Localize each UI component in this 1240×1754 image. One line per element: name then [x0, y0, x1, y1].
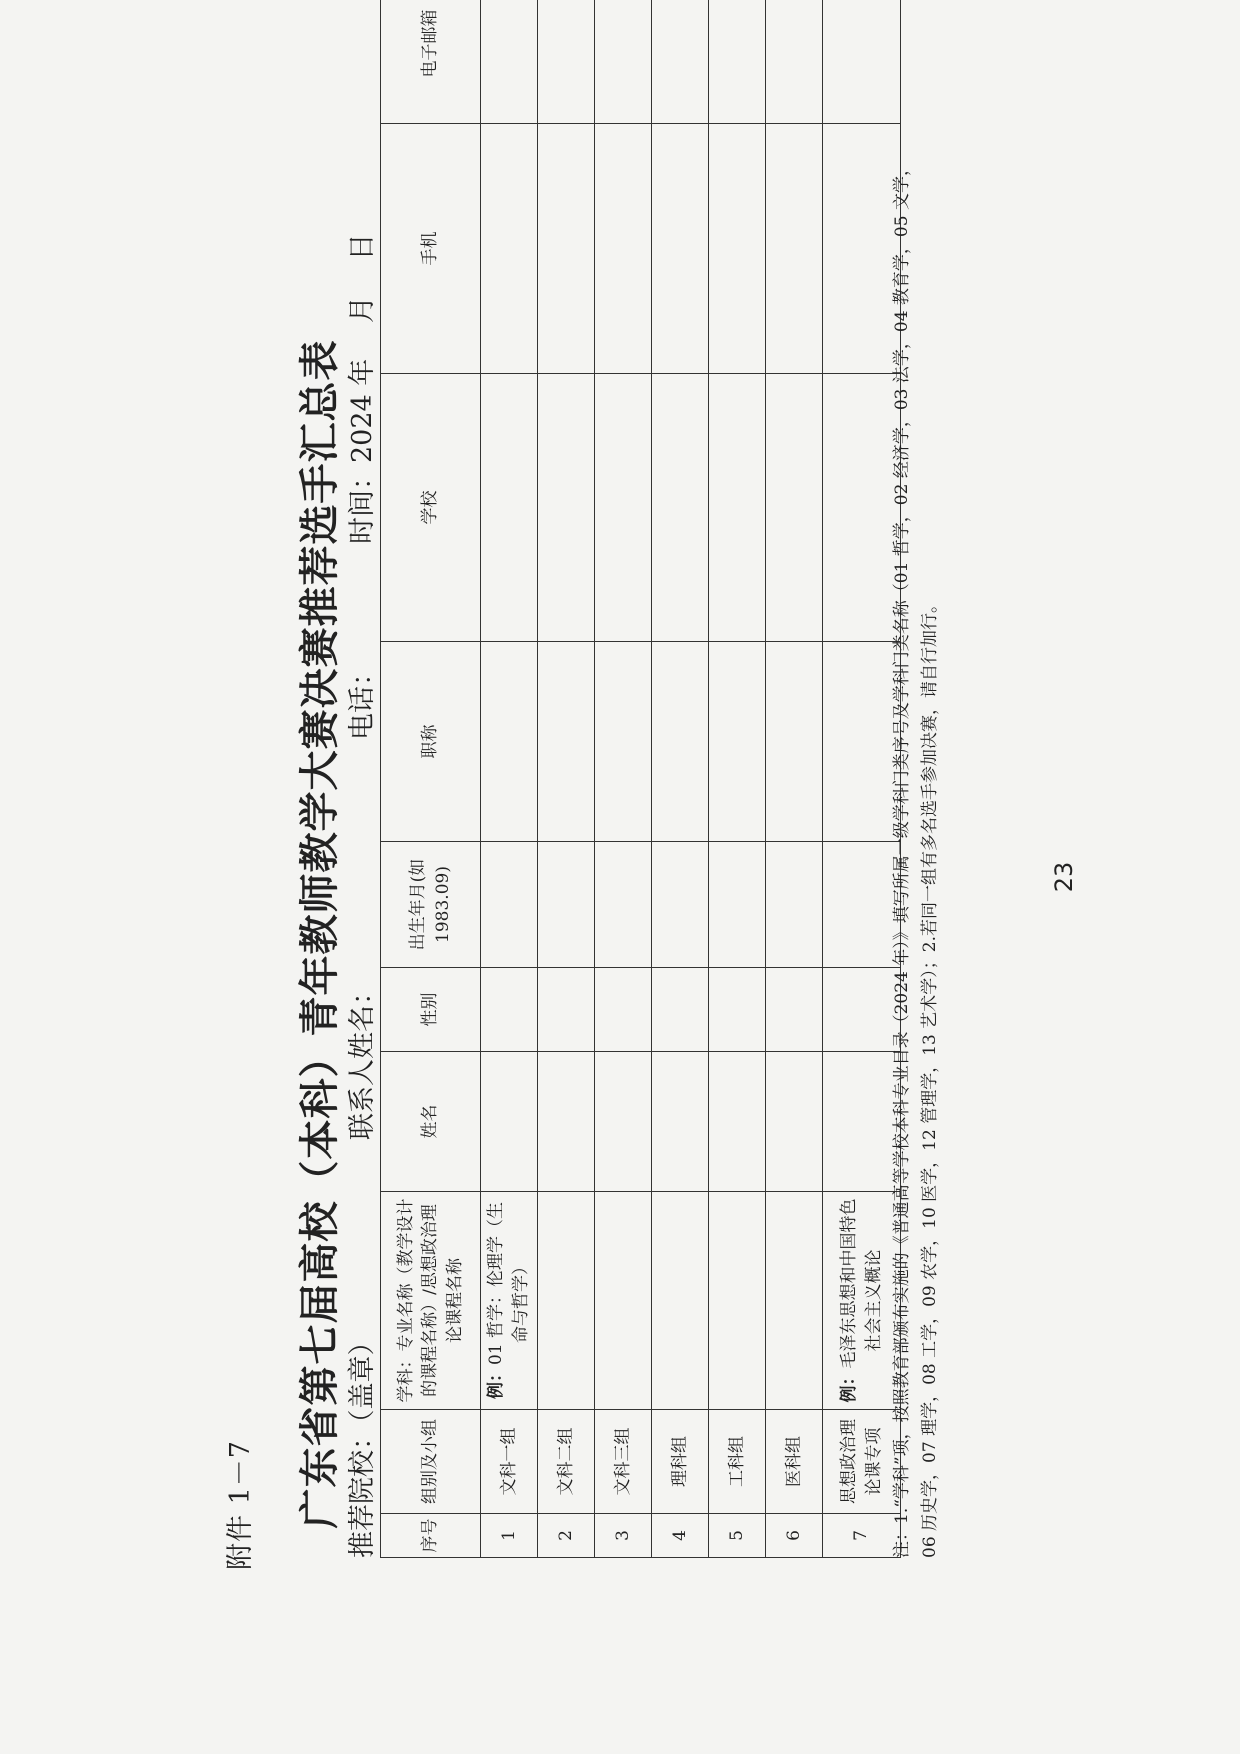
name-cell[interactable]: [538, 1052, 595, 1192]
email-cell[interactable]: [652, 0, 709, 124]
name-cell[interactable]: [709, 1052, 766, 1192]
header-cell: 学科：专业名称（教学设计的课程名称）/思想政治理论课程名称: [381, 1192, 481, 1410]
gender-cell[interactable]: [595, 968, 652, 1052]
table-row: [766, 0, 823, 1558]
example-prefix: 例：: [486, 1365, 507, 1400]
email-cell[interactable]: [823, 0, 901, 124]
gender-cell[interactable]: [538, 968, 595, 1052]
table-row: [595, 0, 652, 1558]
header-cell: 电子邮箱: [381, 0, 481, 124]
name-cell[interactable]: [652, 1052, 709, 1192]
subject-cell[interactable]: [766, 1192, 823, 1410]
row-number: 1: [481, 1514, 538, 1558]
group-cell: 文科一组: [481, 1410, 538, 1514]
school-cell[interactable]: [709, 374, 766, 642]
name-cell[interactable]: [481, 1052, 538, 1192]
contact-field-label: 联系人姓名：: [347, 978, 378, 1140]
birth-cell[interactable]: [481, 842, 538, 968]
group-cell: 思想政治理论课专项: [823, 1410, 901, 1514]
title-cell[interactable]: [709, 642, 766, 842]
email-cell[interactable]: [766, 0, 823, 124]
row-number: 5: [709, 1514, 766, 1558]
title-cell[interactable]: [538, 642, 595, 842]
header-cell: 学校: [381, 374, 481, 642]
table-row: [652, 0, 709, 1558]
group-cell: 理科组: [652, 1410, 709, 1514]
birth-cell[interactable]: [766, 842, 823, 968]
subject-cell[interactable]: [652, 1192, 709, 1410]
form-meta: [340, 158, 380, 1558]
header-cell: 组别及小组: [381, 1410, 481, 1514]
subject-text: 01 哲学：伦理学（生命与哲学）: [486, 1201, 531, 1366]
title-cell[interactable]: [481, 642, 538, 842]
school-cell[interactable]: [595, 374, 652, 642]
email-cell[interactable]: [709, 0, 766, 124]
email-cell[interactable]: [538, 0, 595, 124]
subject-cell[interactable]: [538, 1192, 595, 1410]
phone-field-label: 电话：: [347, 659, 378, 740]
subject-cell[interactable]: [481, 1192, 538, 1410]
email-cell[interactable]: [481, 0, 538, 124]
gender-cell[interactable]: [709, 968, 766, 1052]
row-number: 2: [538, 1514, 595, 1558]
school-field-label: 推荐院校：（盖章）: [347, 1328, 378, 1558]
name-cell[interactable]: [766, 1052, 823, 1192]
title-cell[interactable]: [595, 642, 652, 842]
title-cell[interactable]: [766, 642, 823, 842]
birth-cell[interactable]: [652, 842, 709, 968]
group-cell: 文科二组: [538, 1410, 595, 1514]
email-cell[interactable]: [595, 0, 652, 124]
table-row: [709, 0, 766, 1558]
subject-text: 毛泽东思想和中国特色社会主义概论: [838, 1198, 884, 1369]
header-cell: 性别: [381, 968, 481, 1052]
header-cell: 姓名: [381, 1052, 481, 1192]
mobile-cell[interactable]: [481, 124, 538, 374]
mobile-cell[interactable]: [652, 124, 709, 374]
attachment-label: 附件 1－7: [225, 1440, 256, 1570]
group-cell: 医科组: [766, 1410, 823, 1514]
birth-cell[interactable]: [595, 842, 652, 968]
gender-cell[interactable]: [652, 968, 709, 1052]
mobile-cell[interactable]: [766, 124, 823, 374]
name-cell[interactable]: [595, 1052, 652, 1192]
table-row: [481, 0, 538, 1558]
school-cell[interactable]: [481, 374, 538, 642]
table-header-row: [381, 0, 481, 1558]
group-cell: 工科组: [709, 1410, 766, 1514]
example-prefix: 例：: [838, 1368, 859, 1403]
subject-cell[interactable]: [709, 1192, 766, 1410]
subject-cell[interactable]: [595, 1192, 652, 1410]
school-cell[interactable]: [652, 374, 709, 642]
birth-cell[interactable]: [538, 842, 595, 968]
date-field-label: 时间：2024 年 月 日: [347, 233, 378, 544]
row-number: 6: [766, 1514, 823, 1558]
page-title: 广东省第七届高校（本科）青年教师教学大赛决赛推荐选手汇总表: [297, 339, 343, 1529]
school-cell[interactable]: [538, 374, 595, 642]
row-number: 3: [595, 1514, 652, 1558]
header-cell: 手机: [381, 124, 481, 374]
gender-cell[interactable]: [481, 968, 538, 1052]
group-cell: 文科三组: [595, 1410, 652, 1514]
row-number: 4: [652, 1514, 709, 1558]
mobile-cell[interactable]: [595, 124, 652, 374]
footnote: 注：1.“学科”项，按照教育部颁布实施的《普通高等学校本科专业目录（2024 年）》填写所属一级学科门类序号及学科门类名称（01 哲学，02 经济学，03 法学，04 教育学，05 文学，06 历史学，07 理学，08 工学，09 农学，10 医学，12 管理学，13 艺术学）；2.若同一组有多名选手参加决赛，请自行加行。: [892, 159, 941, 1558]
candidate-table: [380, 0, 901, 1558]
header-cell: 序号: [381, 1514, 481, 1558]
mobile-cell[interactable]: [538, 124, 595, 374]
gender-cell[interactable]: [766, 968, 823, 1052]
mobile-cell[interactable]: [709, 124, 766, 374]
birth-cell[interactable]: [709, 842, 766, 968]
header-cell: 职称: [381, 642, 481, 842]
row-number: 7: [823, 1514, 901, 1558]
table-row: [538, 0, 595, 1558]
page-number: 23: [1050, 861, 1078, 893]
title-cell[interactable]: [652, 642, 709, 842]
header-cell: 出生年月(如1983.09): [381, 842, 481, 968]
school-cell[interactable]: [766, 374, 823, 642]
